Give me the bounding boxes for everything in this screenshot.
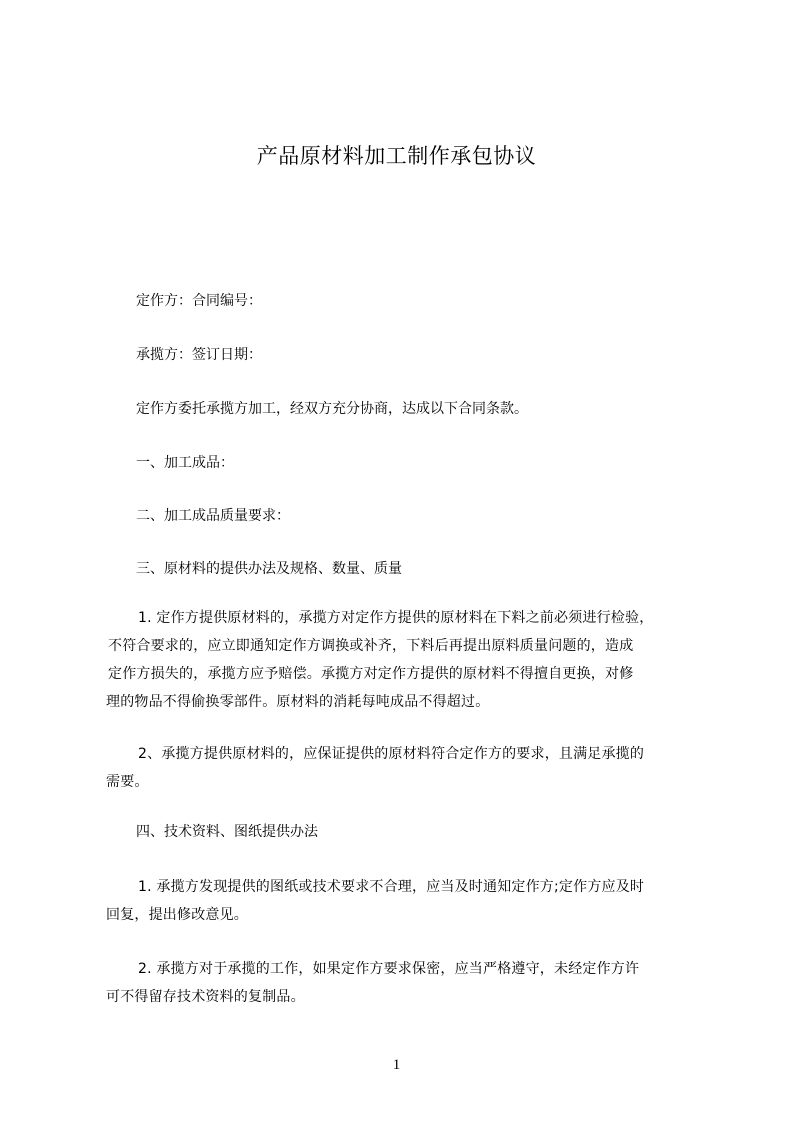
section-4-item-2 (106, 955, 718, 1011)
paragraph-line: 2、承揽方提供原材料的，应保证提供的原材料符合定作方的要求，且满足承揽的 (138, 746, 645, 762)
section-3-heading: 三、原材料的提供办法及规格、数量、质量 (136, 561, 402, 577)
paragraph-line: 2. 承揽方对于承揽的工作，如果定作方要求保密，应当严格遵守，未经定作方许 (138, 961, 640, 977)
paragraph-line: 理的物品不得偷换零部件。原材料的消耗每吨成品不得超过。 (106, 694, 490, 710)
paragraph-line: 定作方损失的，承揽方应予赔偿。承揽方对定作方提供的原材料不得擅自更换，对修 (108, 666, 634, 682)
paragraph-line: 1. 承揽方发现提供的图纸或技术要求不合理，应当及时通知定作方;定作方应及时 (138, 879, 645, 895)
field-orderer-contract-no: 定作方：合同编号： (136, 293, 262, 309)
paragraph-line: 可不得留存技术资料的复制品。 (106, 989, 305, 1005)
section-3-item-2 (106, 740, 718, 796)
paragraph-line: 回复，提出修改意见。 (106, 907, 248, 923)
page-number: 1 (392, 1057, 401, 1073)
document-title: 产品原材料加工制作承包协议 (256, 144, 537, 168)
paragraph-line: 不符合要求的，应立即通知定作方调换或补齐，下料后再提出原料质量问题的，造成 (108, 638, 634, 654)
section-4-heading: 四、技术资料、图纸提供办法 (136, 824, 318, 840)
intro-paragraph: 定作方委托承揽方加工，经双方充分协商，达成以下合同条款。 (136, 401, 528, 417)
paragraph-line: 需要。 (106, 774, 149, 790)
paragraph-line: 1. 定作方提供原材料的，承揽方对定作方提供的原材料在下料之前必须进行检验， (138, 610, 654, 626)
field-contractor-sign-date: 承揽方：签订日期： (136, 347, 262, 363)
section-1-heading: 一、加工成品： (136, 455, 234, 471)
section-4-item-1 (106, 873, 718, 929)
section-2-heading: 二、加工成品质量要求： (136, 508, 290, 524)
section-3-item-1 (106, 604, 718, 716)
